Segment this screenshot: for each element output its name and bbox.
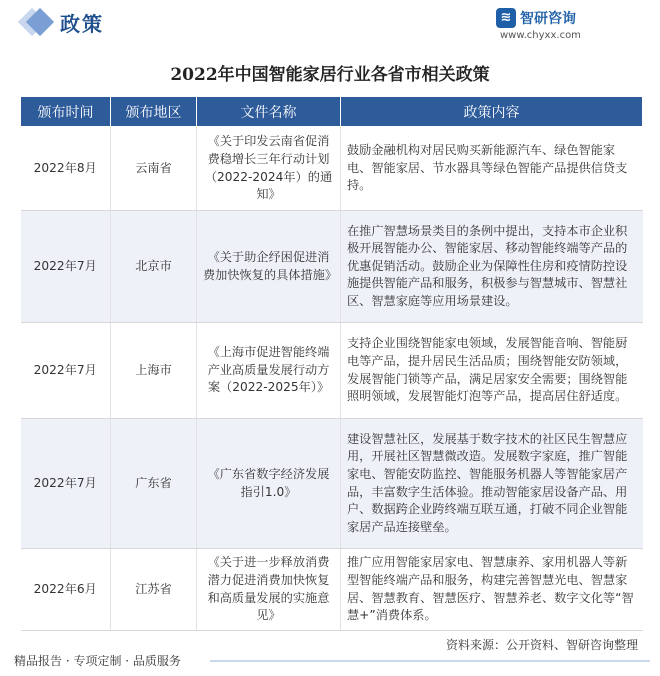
cell-region: 江苏省: [111, 549, 197, 631]
footer-slogan: 精品报告 · 专项定制 · 品质服务: [14, 654, 181, 668]
cell-file: 《关于进一步释放消费潜力促进消费加快恢复和高质量发展的实施意见》: [197, 549, 341, 631]
logo-url: www.chyxx.com: [500, 30, 581, 41]
cell-date: 2022年7月: [21, 211, 111, 323]
table-title: 2022年中国智能家居行业各省市相关政策: [170, 65, 490, 85]
cell-file: 《关于助企纾困促进消费加快恢复的具体措施》: [197, 211, 341, 323]
table-row: [21, 549, 643, 631]
logo-mark-icon: ≋: [496, 8, 516, 28]
brand-logo: [496, 6, 646, 42]
cell-content: 建设智慧社区，发展基于数字技术的社区民生智慧应用，开展社区智慧微改造。发展数字家庭，推广智能家电、智能安防监控、智能服务机器人等智能家居产品，丰富数字生活体验。推动智能家居设备产品、用户、数据跨企业跨终端互联互通，打破不同企业智能家居产品连接壁垒。: [341, 419, 643, 549]
table-header-row: [21, 97, 643, 127]
policy-table: [20, 96, 643, 631]
table-row: [21, 419, 643, 549]
cell-content: 鼓励金融机构对居民购买新能源汽车、绿色智能家电、智能家居、节水器具等绿色智能产品提供信贷支持。: [341, 127, 643, 211]
table-row: [21, 211, 643, 323]
cell-content: 在推广智慧场景类目的条例中提出，支持本市企业积极开展智能办公、智能家居、移动智能终端等产品的优惠促销活动。鼓励企业为保障性住房和疫情防控设施提供智能产品和服务，积极参与智慧城市、智慧社区、智慧家庭等应用场景建设。: [341, 211, 643, 323]
cell-region: 广东省: [111, 419, 197, 549]
footer-divider: [210, 660, 650, 662]
page-footer: [0, 646, 660, 676]
cell-content: 支持企业围绕智能家电领域，发展智能音响、智能厨电等产品，提升居民生活品质；围绕智能安防领域，发展智能门锁等产品，满足居家安全需要；围绕智能照明领域，发展智能灯泡等产品，提高居住舒适度。: [341, 323, 643, 419]
cell-date: 2022年8月: [21, 127, 111, 211]
logo-name: 智研咨询: [520, 11, 576, 27]
section-title: 政策: [60, 12, 104, 36]
cell-content: 推广应用智能家居家电、智慧康养、家用机器人等新型智能终端产品和服务，构建完善智慧光电、智慧家居、智慧教育、智慧医疗、智慧养老、数字文化等“智慧+”消费体系。: [341, 549, 643, 631]
page-header: [0, 0, 660, 44]
cell-file: 《上海市促进智能终端产业高质量发展行动方案（2022-2025年）》: [197, 323, 341, 419]
cell-region: 云南省: [111, 127, 197, 211]
column-header-file: 文件名称: [197, 97, 341, 127]
cell-date: 2022年6月: [21, 549, 111, 631]
table-row: [21, 323, 643, 419]
cell-region: 北京市: [111, 211, 197, 323]
column-header-content: 政策内容: [341, 97, 643, 127]
cell-date: 2022年7月: [21, 419, 111, 549]
column-header-date: 颁布时间: [21, 97, 111, 127]
cell-file: 《关于印发云南省促消费稳增长三年行动计划（2022-2024年）的通知》: [197, 127, 341, 211]
table-row: [21, 127, 643, 211]
source-note: 资料来源：公开资料、智研咨询整理: [445, 638, 638, 652]
cell-region: 上海市: [111, 323, 197, 419]
cell-file: 《广东省数字经济发展指引1.0》: [197, 419, 341, 549]
column-header-region: 颁布地区: [111, 97, 197, 127]
cell-date: 2022年7月: [21, 323, 111, 419]
